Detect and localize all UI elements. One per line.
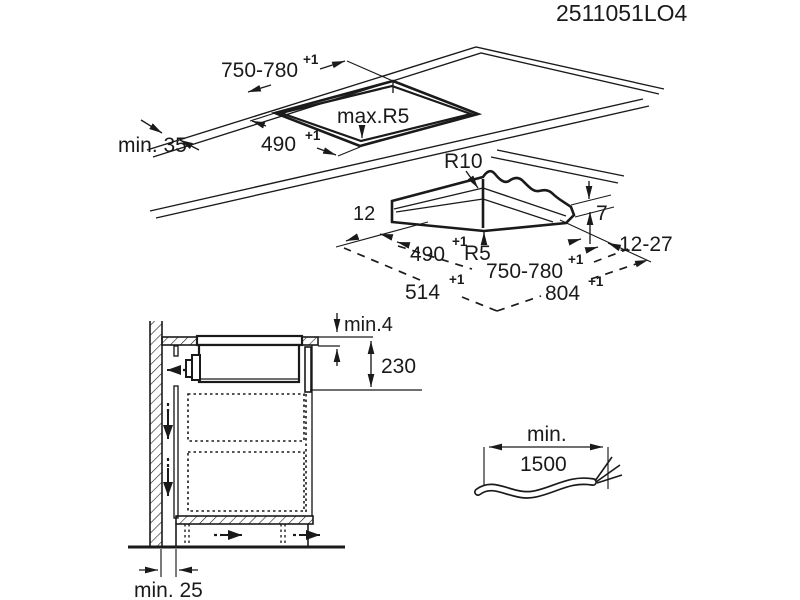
dim-wall-clearance — [134, 549, 203, 600]
cabinet-side-view-figure — [128, 313, 422, 600]
rear-panel-strips — [174, 346, 178, 518]
body-radius-label: R5 — [464, 242, 491, 265]
base-shelf — [176, 516, 313, 546]
body-width-sup: +1 — [568, 252, 584, 267]
body-depth-sup: +1 — [452, 234, 468, 249]
cutout-width-sup: +1 — [303, 52, 319, 67]
cable-length-label: 1500 — [520, 453, 567, 476]
dim-cutout-width — [221, 52, 393, 92]
dim-body-width — [486, 252, 584, 283]
glass-radius-label: R10 — [444, 150, 483, 173]
overhang-right-label: 12-27 — [619, 233, 673, 256]
total-depth-sup: +1 — [449, 272, 465, 287]
cutout-radius-label: max.R5 — [337, 105, 410, 128]
cable-min-label: min. — [527, 423, 567, 446]
cutout-depth-label: 490 — [261, 133, 297, 156]
side-panel — [305, 345, 312, 516]
total-width-sup: +1 — [588, 274, 604, 289]
dim-body-depth — [410, 234, 468, 266]
body-width-label: 750-780 — [486, 260, 564, 283]
top-gap-label: min.4 — [344, 314, 393, 336]
dim-front-edge — [118, 120, 199, 157]
hob-dimension-figure — [336, 150, 673, 311]
body-depth-label: 490 — [410, 243, 446, 266]
cable-curve — [478, 481, 593, 495]
glass-thickness-label: 7 — [596, 202, 608, 225]
worktop-cutout-figure — [118, 47, 664, 218]
drawer-dotted-outline — [188, 394, 304, 511]
power-cable-figure — [478, 423, 622, 495]
wall-clearance-label: min. 25 — [134, 579, 203, 600]
cutout-width-label: 750-780 — [221, 59, 299, 82]
total-width-label: 804 — [545, 282, 581, 305]
cutout-depth-sup: +1 — [305, 128, 321, 143]
hob-cross-section — [186, 336, 302, 382]
terminal-box — [192, 355, 200, 380]
dim-niche-depth — [310, 341, 422, 390]
total-depth-label: 514 — [405, 281, 441, 304]
doc-number: 2511051LO4 — [556, 0, 688, 26]
wall-section — [150, 321, 162, 547]
niche-depth-label: 230 — [381, 355, 417, 378]
overhang-left-label: 12 — [353, 203, 376, 225]
dim-cutout-radius — [337, 105, 409, 138]
front-edge-label: min. 35 — [118, 134, 187, 157]
